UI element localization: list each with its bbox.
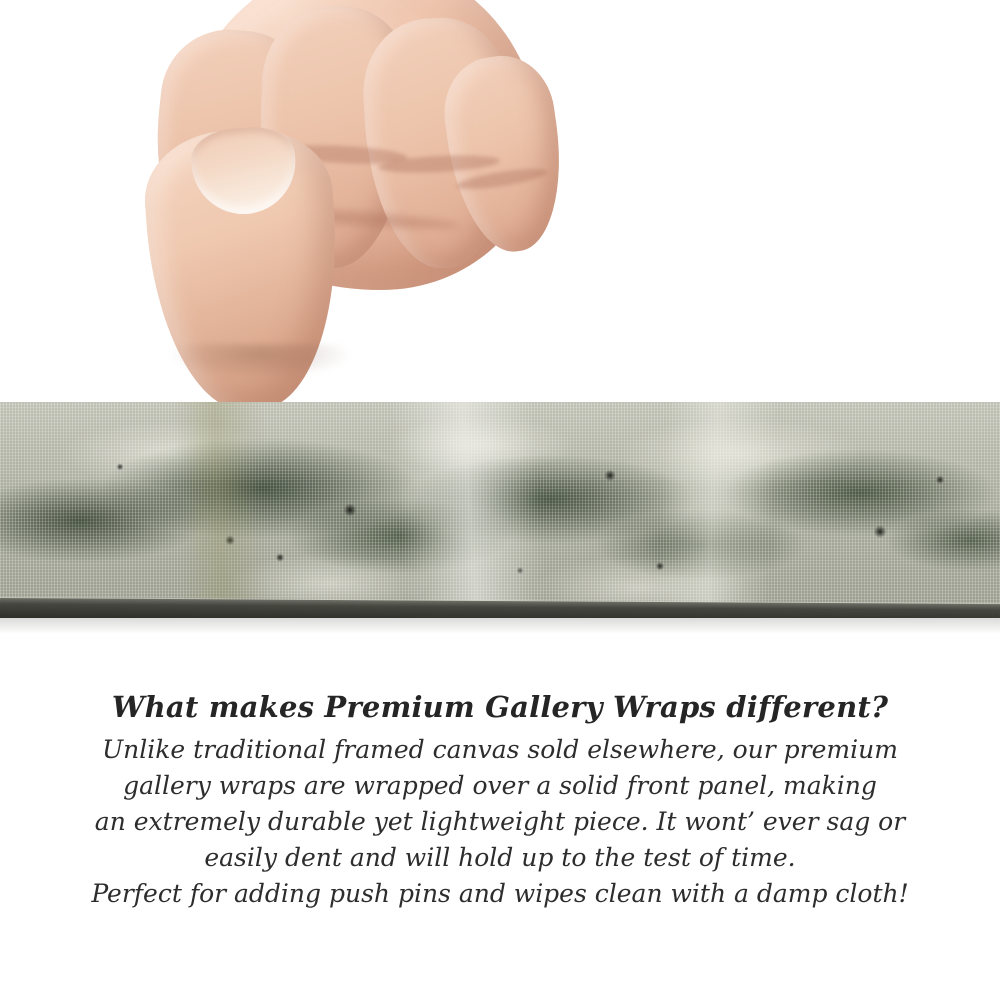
caption-title: What makes Premium Gallery Wraps different? [111,690,889,724]
canvas-light-streaks [0,402,1000,618]
caption-line: Unlike traditional framed canvas sold elsewhere, our premium [102,735,898,764]
thumb-contact-shadow [170,344,350,378]
caption-line: easily dent and will hold up to the test of time. [204,843,796,872]
caption-block [0,690,1000,912]
caption-line: an extremely durable yet lightweight piece. It wont’ ever sag or [94,807,906,836]
caption-line: gallery wraps are wrapped over a solid front panel, making [123,771,877,800]
strip-drop-shadow [0,618,1000,634]
caption-line: Perfect for adding push pins and wipes clean with a damp cloth! [91,879,909,908]
hand-illustration [150,0,570,430]
canvas-wrap-strip [0,402,1000,618]
